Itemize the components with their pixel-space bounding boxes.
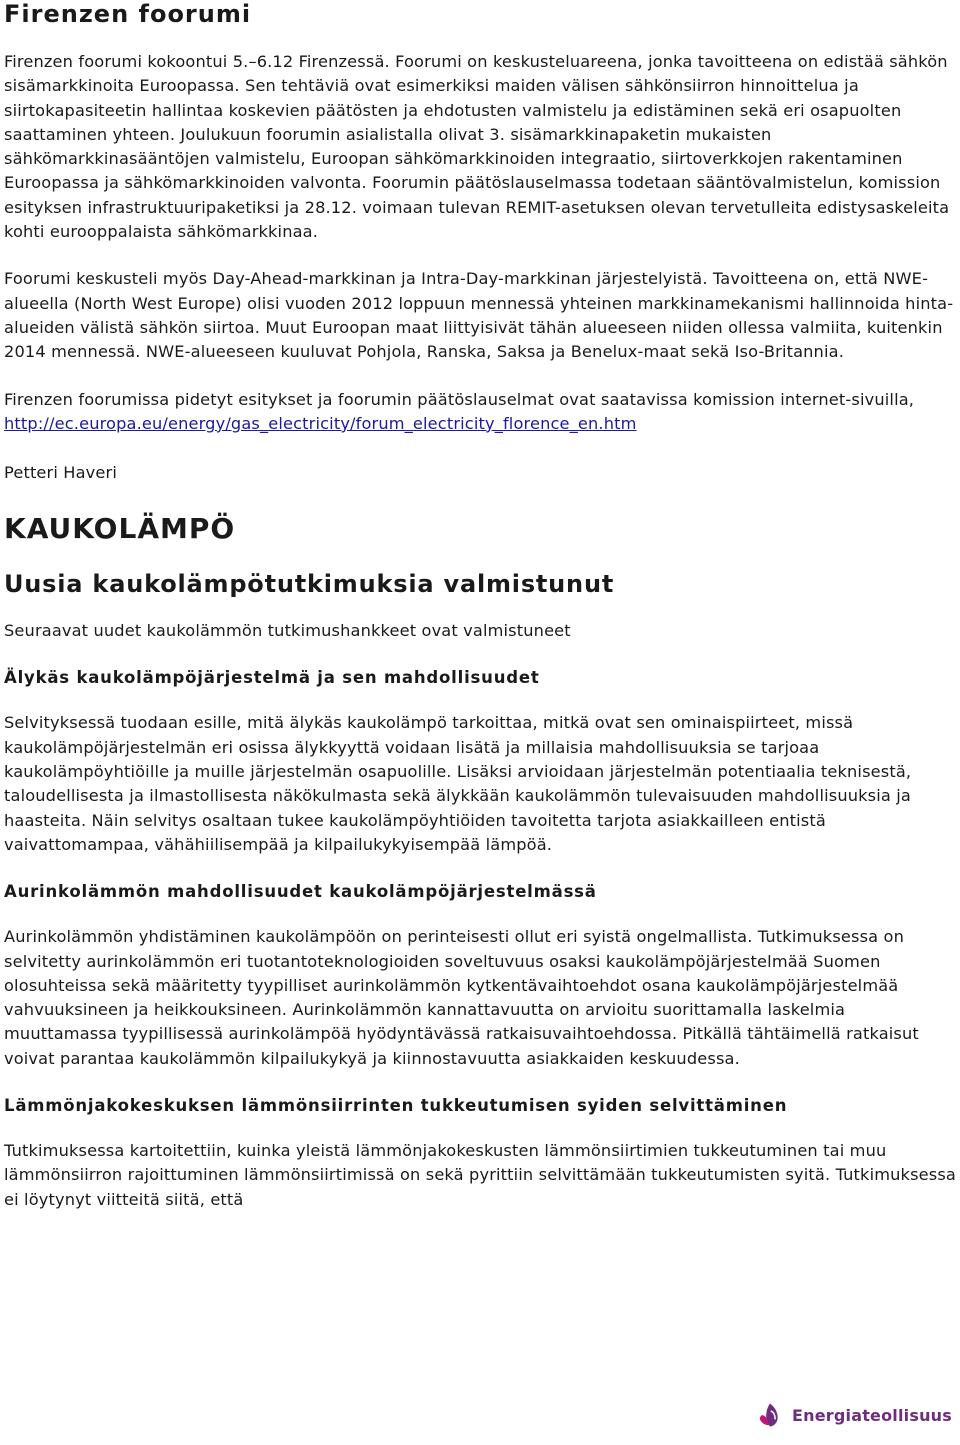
study-body: Tutkimuksessa kartoitettiin, kuinka yleistä lämmönjakokeskusten lämmönsiirtimien tukkeutuminen tai muu lämmönsiirron rajoittuminen lämmönsiirtimissä on sekä pyrittiin selvittämään tukkeutumisten syitä. Tutkimuksessa ei löytynyt viitteitä siitä, että bbox=[4, 1141, 957, 1209]
study-heading: Aurinkolämmön mahdollisuudet kaukolämpöjärjestelmässä bbox=[4, 882, 597, 902]
logo-text: Energiateollisuus bbox=[792, 1405, 952, 1425]
forum-paragraph-3 bbox=[4, 388, 956, 437]
forum-paragraph-2: Foorumi keskusteli myös Day-Ahead-markkinan ja Intra-Day-markkinan järjestelyistä. Tavoitteena on, että NWE-alueella (North West Europe) olisi vuoden 2012 loppuun mennessä yhteinen markkinamekanismi hallinnoida hinta-alueiden välistä sähkön siirtoa. Muut Euroopan maat liittyisivät tähän alueeseen niiden ollessa valmiita, kuitenkin 2014 mennessä. NWE-alueeseen kuuluvat Pohjola, Ranska, Saksa ja Benelux-maat sekä Iso-Britannia. bbox=[4, 269, 954, 362]
article-lead: Seuraavat uudet kaukolämmön tutkimushankkeet ovat valmistuneet bbox=[4, 621, 571, 641]
study-heading: Älykäs kaukolämpöjärjestelmä ja sen mahdollisuudet bbox=[4, 668, 540, 688]
study-body: Selvityksessä tuodaan esille, mitä älykäs kaukolämpö tarkoittaa, mitkä ovat sen ominaispiirteet, missä kaukolämpöjärjestelmän eri osissa älykkyyttä voidaan lisätä ja millaisia mahdollisuuksia se tarjoaa kaukolämpöyhtiöille ja muille järjestelmän osapuolille. Lisäksi arvioidaan järjestelmän potentiaalia teknisestä, taloudellisesta ja ilmastollisesta näkökulmasta sekä älykkään kaukolämmön tulevaisuuden mahdollisuuksia ja haasteita. Näin selvitys osaltaan tukee kaukolämpöyhtiöiden tavoitetta tarjota asiakkailleen entistä vaivattomampaa, vähähiilisempää ja kilpailukykyisempää lämpöä. bbox=[4, 713, 912, 854]
forum-title: Firenzen foorumi bbox=[4, 0, 252, 28]
energiateollisuus-logo bbox=[756, 1389, 952, 1441]
study-heading: Lämmönjakokeskuksen lämmönsiirrinten tukkeutumisen syiden selvittäminen bbox=[4, 1096, 788, 1116]
section-title: KAUKOLÄMPÖ bbox=[4, 512, 236, 546]
forum-paragraph-3-text: Firenzen foorumissa pidetyt esitykset ja foorumin päätöslauselmat ovat saatavissa komission internet-sivuilla, bbox=[4, 389, 915, 409]
study-body: Aurinkolämmön yhdistäminen kaukolämpöön on perinteisesti ollut eri syistä ongelmallista. Tutkimuksessa on selvitetty aurinkolämmön eri tuotantoteknologioiden soveltuvuus osaksi kaukolämpöjärjestelmää Suomen olosuhteissa sekä määritetty tyypilliset aurinkolämmön kytkentävaihtoehdot osana kaukolämpöjärjestelmää vahvuuksineen ja heikkouksineen. Aurinkolämmön kannattavuutta on arvioitu suorittamalla laskelmia muuttamassa tyypillisessä aurinkolämpöä hyödyntävässä ratkaisuvaihtoehdossa. Pitkällä tähtäimellä ratkaisut voivat parantaa kaukolämmön kilpailukykyä ja kiinnostavuutta asiakkaiden keskuudessa. bbox=[4, 927, 919, 1068]
energiateollisuus-logo-icon bbox=[756, 1393, 784, 1437]
article-title: Uusia kaukolämpötutkimuksia valmistunut bbox=[4, 570, 615, 599]
author-name: Petteri Haveri bbox=[4, 463, 117, 483]
forum-paragraph-1: Firenzen foorumi kokoontui 5.–6.12 Firenzessä. Foorumi on keskusteluareena, jonka tavoitteena on edistää sähkön sisämarkkinoita Euroopassa. Sen tehtäviä ovat esimerkiksi maiden välisen sähkönsiirron hinnoittelua ja siirtokapasiteetin hallintaa koskevien päätösten ja ehdotusten valmistelu ja edistäminen sekä eri osapuolten saattaminen yhteen. Joulukuun foorumin asialistalla olivat 3. sisämarkkinapaketin mukaisten sähkömarkkinasääntöjen valmistelu, Euroopan sähkömarkkinoiden integraatio, siirtoverkkojen rakentaminen Euroopassa ja sähkömarkkinoiden valvonta. Foorumin päätöslauselmassa todetaan sääntövalmistelun, komission esityksen infrastruktuuripaketiksi ja 28.12. voimaan tulevan REMIT-asetuksen olevan tervetulleita edistysaskeleita kohti eurooppalaista sähkömarkkinaa. bbox=[4, 52, 950, 242]
commission-forum-link[interactable]: http://ec.europa.eu/energy/gas_electricity/forum_electricity_florence_en.htm bbox=[4, 413, 637, 433]
